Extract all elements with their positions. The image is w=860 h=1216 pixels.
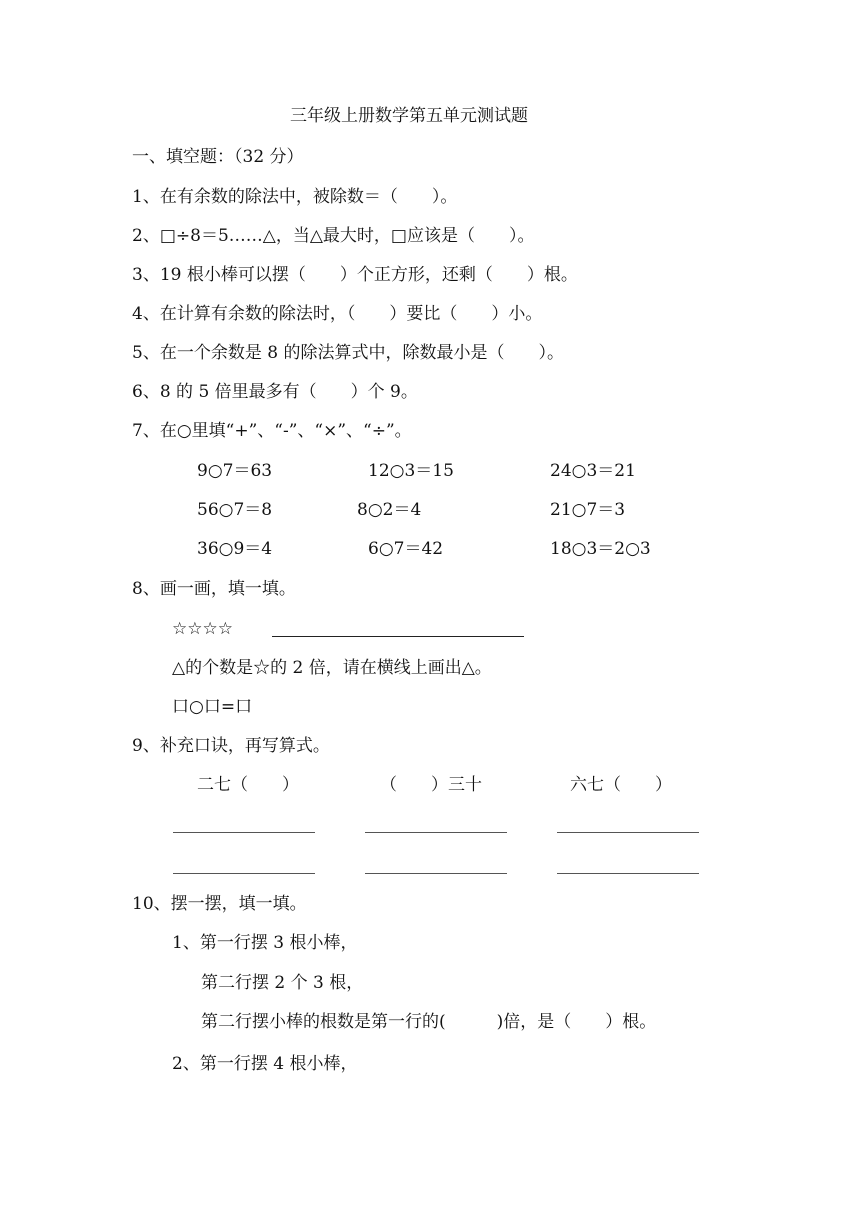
question-2: 2、□÷8＝5……△，当△最大时，□应该是（ ）。 xyxy=(132,226,535,246)
question-4: 4、在计算有余数的除法时，（ ）要比（ ）小。 xyxy=(132,304,543,324)
q7-equation: 18○3＝2○3 xyxy=(550,539,651,559)
q9-answer-line xyxy=(557,873,699,874)
question-7: 7、在○里填“+”、“-”、“×”、“÷”。 xyxy=(132,421,412,441)
q9-answer-line xyxy=(557,832,699,833)
q8-answer-line xyxy=(272,636,524,637)
q7-equation: 24○3＝21 xyxy=(550,461,636,481)
q10-sub2-line1: 2、第一行摆 4 根小棒， xyxy=(172,1054,358,1074)
q9-rhyme: 二七（ ） xyxy=(197,775,299,795)
question-10: 10、摆一摆，填一填。 xyxy=(132,894,307,914)
q9-answer-line xyxy=(173,873,315,874)
section-heading: 一、填空题：（32 分） xyxy=(132,147,304,167)
q9-answer-line xyxy=(173,832,315,833)
q9-rhyme: 六七（ ） xyxy=(570,775,672,795)
question-1: 1、在有余数的除法中，被除数＝（ ）。 xyxy=(132,187,458,207)
question-3: 3、19 根小棒可以摆（ ）个正方形，还剩（ ）根。 xyxy=(132,265,578,285)
q7-equation: 6○7＝42 xyxy=(368,539,444,559)
q10-sub1-line3: 第二行摆小棒的根数是第一行的( )倍，是（ ）根。 xyxy=(201,1012,657,1032)
question-8: 8、画一画，填一填。 xyxy=(132,579,296,599)
q7-equation: 21○7＝3 xyxy=(550,500,626,520)
q7-equation: 56○7＝8 xyxy=(197,500,273,520)
q7-equation: 8○2＝4 xyxy=(357,500,422,520)
q9-answer-line xyxy=(365,873,507,874)
q8-instruction: △的个数是☆的 2 倍，请在横线上画出△。 xyxy=(172,658,492,678)
q10-sub1-line1: 1、第一行摆 3 根小棒， xyxy=(172,933,358,953)
q8-formula: 口○口=口 xyxy=(172,697,253,717)
q9-answer-line xyxy=(365,832,507,833)
question-5: 5、在一个余数是 8 的除法算式中，除数最小是（ ）。 xyxy=(132,343,564,363)
q9-rhyme: （ ）三十 xyxy=(380,775,482,795)
page-title: 三年级上册数学第五单元测试题 xyxy=(290,106,528,126)
question-9: 9、补充口诀，再写算式。 xyxy=(132,736,330,756)
q7-equation: 9○7＝63 xyxy=(197,461,273,481)
q7-equation: 12○3＝15 xyxy=(368,461,454,481)
q10-sub1-line2: 第二行摆 2 个 3 根， xyxy=(201,973,364,993)
q8-stars: ☆☆☆☆ xyxy=(172,619,233,639)
q7-equation: 36○9＝4 xyxy=(197,539,273,559)
question-6: 6、8 的 5 倍里最多有（ ）个 9。 xyxy=(132,382,418,402)
